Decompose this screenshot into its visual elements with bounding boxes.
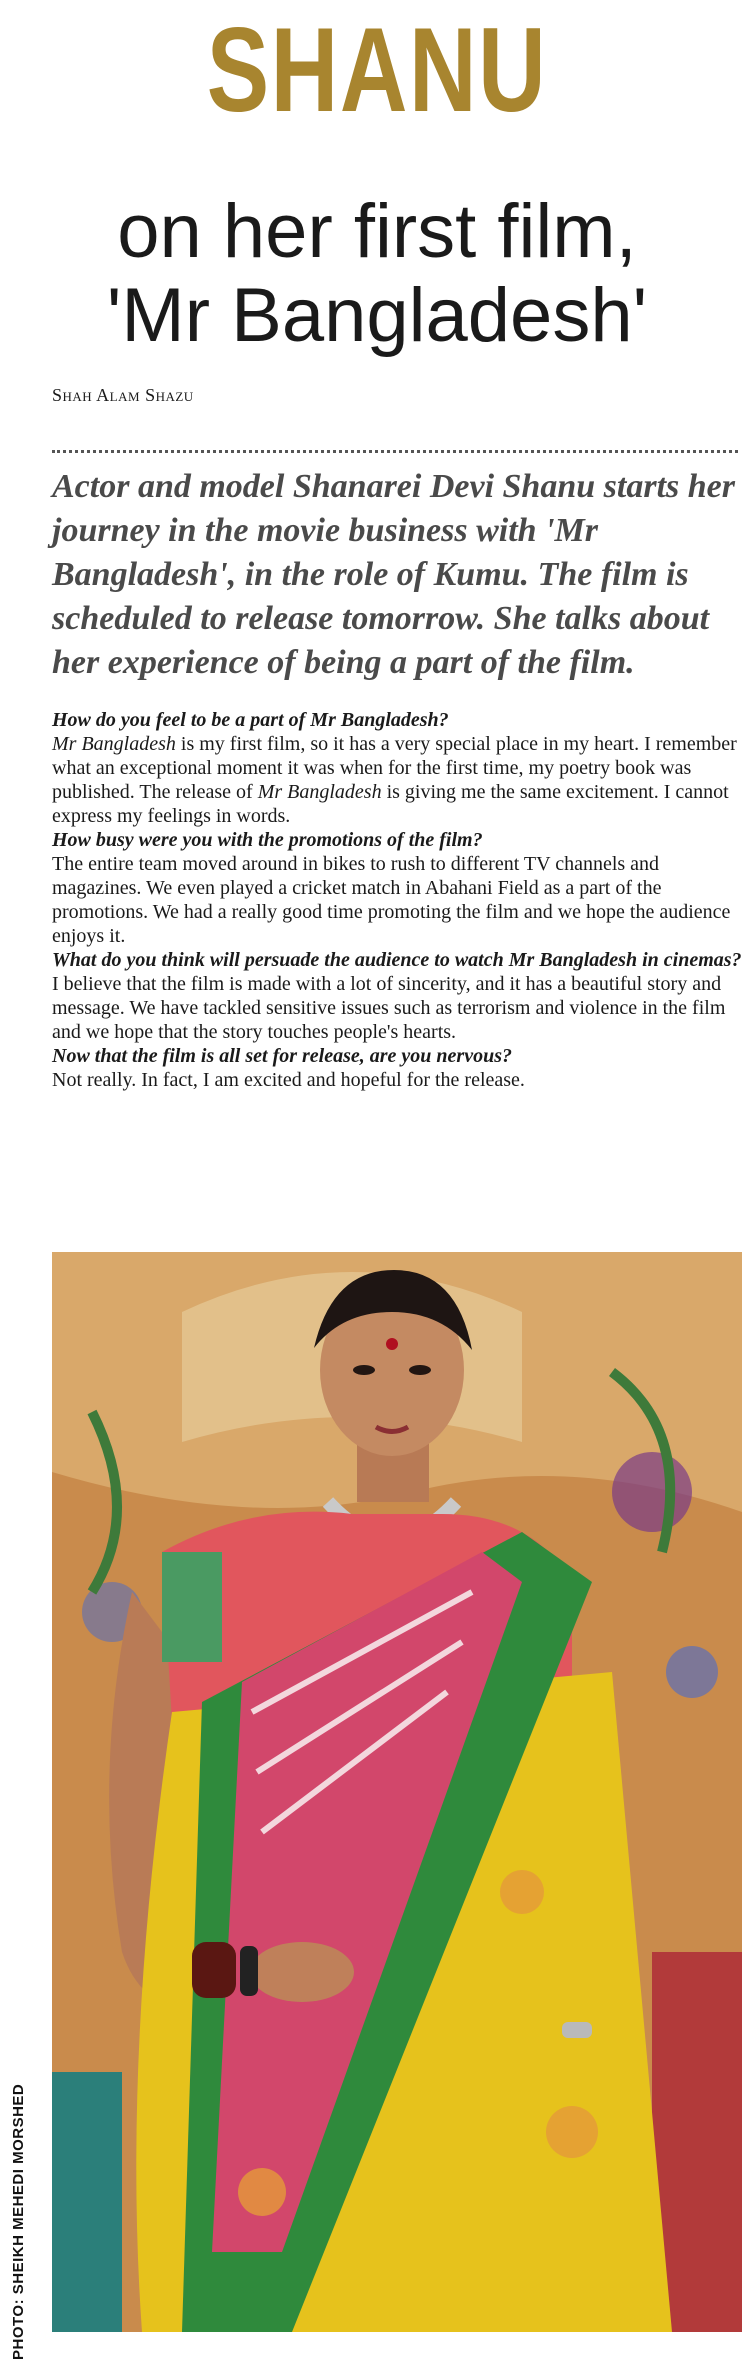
portrait-photo <box>52 1252 742 2332</box>
lede-paragraph: Actor and model Shanarei Devi Shanu starts her journey in the movie business with 'Mr Bangladesh', in the role of Kumu. The film is scheduled to release tomorrow. She talks about her experience of being a part of the film. <box>52 468 735 681</box>
answer: The entire team moved around in bikes to rush to different TV channels and magazines. We even played a cricket match in Abahani Field as a part of the promotions. We had a really good time promoting the film and we hope the audience enjoys it. <box>52 853 731 947</box>
question: How busy were you with the promotions of the film? <box>52 829 483 851</box>
headline-main: SHANU <box>206 3 548 137</box>
question: Now that the film is all set for release, are you nervous? <box>52 1045 512 1067</box>
question: How do you feel to be a part of Mr Bangladesh? <box>52 709 449 731</box>
headline-sub-line2: 'Mr Bangladesh' <box>106 273 648 358</box>
photo-credit: PHOTO: SHEIKH MEHEDI MORSHED <box>10 2083 27 2360</box>
interview-body <box>52 708 742 1092</box>
answer: I believe that the film is made with a lot of sincerity, and it has a beautiful story and message. We have tackled sensitive issues such as terrorism and violence in the film and we hope that the story touches people's hearts. <box>52 973 726 1043</box>
qa-item-2 <box>52 828 742 948</box>
qa-item-3 <box>52 948 742 1044</box>
answer: Mr Bangladesh is my first film, so it has a very special place in my heart. I remember what an exceptional moment it was when for the first time, my poetry book was published. The release of Mr Bangladesh is giving me the same excitement. I cannot express my feelings in words. <box>52 733 737 827</box>
headline-sub-line1: on her first film, <box>117 189 637 274</box>
headline-sub <box>40 190 714 358</box>
byline: Shah Alam Shazu <box>52 385 194 405</box>
qa-item-1 <box>52 708 742 828</box>
portrait-illustration <box>52 1252 742 2332</box>
answer: Not really. In fact, I am excited and hopeful for the release. <box>52 1069 525 1091</box>
dotted-divider <box>52 450 738 453</box>
qa-item-4 <box>52 1044 742 1092</box>
question: What do you think will persuade the audience to watch Mr Bangladesh in cinemas? <box>52 949 742 971</box>
